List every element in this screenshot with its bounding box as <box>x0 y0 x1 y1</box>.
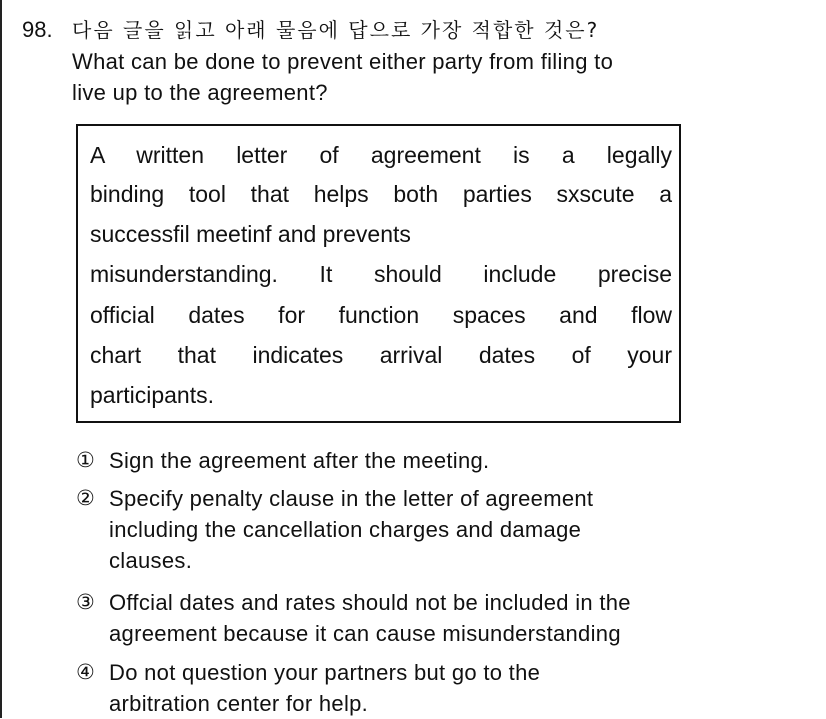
option-marker: ④ <box>76 660 96 684</box>
option-1[interactable] <box>76 445 489 476</box>
option-text: Specify penalty clause in the letter of agreement <box>109 486 594 511</box>
option-text: including the cancellation charges and damage <box>109 517 582 542</box>
passage-box <box>76 124 681 423</box>
passage-line: participants. <box>90 382 215 408</box>
option-marker: ① <box>76 448 96 472</box>
passage-line: successfil meetinf and prevents <box>90 221 411 247</box>
option-2[interactable] <box>76 483 593 576</box>
option-4[interactable] <box>76 657 540 719</box>
question-stem <box>22 14 613 108</box>
option-text: agreement because it can cause misunderstanding <box>109 621 621 646</box>
passage-line: A written letter of agreement is a legally <box>90 142 672 168</box>
option-text: arbitration center for help. <box>109 691 369 716</box>
question-english-line: What can be done to prevent either party from filing to <box>72 49 614 74</box>
passage-line: misunderstanding. It should include precise <box>90 261 672 287</box>
option-text: Sign the agreement after the meeting. <box>109 448 490 473</box>
option-text: Offcial dates and rates should not be included in the <box>109 590 631 615</box>
option-text: Do not question your partners but go to the <box>109 660 541 685</box>
passage-line: official dates for function spaces and flow <box>90 302 672 328</box>
option-text: clauses. <box>109 548 193 573</box>
option-3[interactable] <box>76 587 631 649</box>
passage-line: binding tool that helps both parties sxscute a <box>90 181 672 207</box>
option-marker: ③ <box>76 590 96 614</box>
page-left-border <box>0 0 2 718</box>
question-number: 98. <box>22 17 53 42</box>
question-korean: 다음 글을 읽고 아래 물음에 답으로 가장 적합한 것은? <box>72 18 600 42</box>
option-marker: ② <box>76 486 96 510</box>
question-english-line: live up to the agreement? <box>72 80 328 105</box>
passage-line: chart that indicates arrival dates of your <box>90 342 672 368</box>
